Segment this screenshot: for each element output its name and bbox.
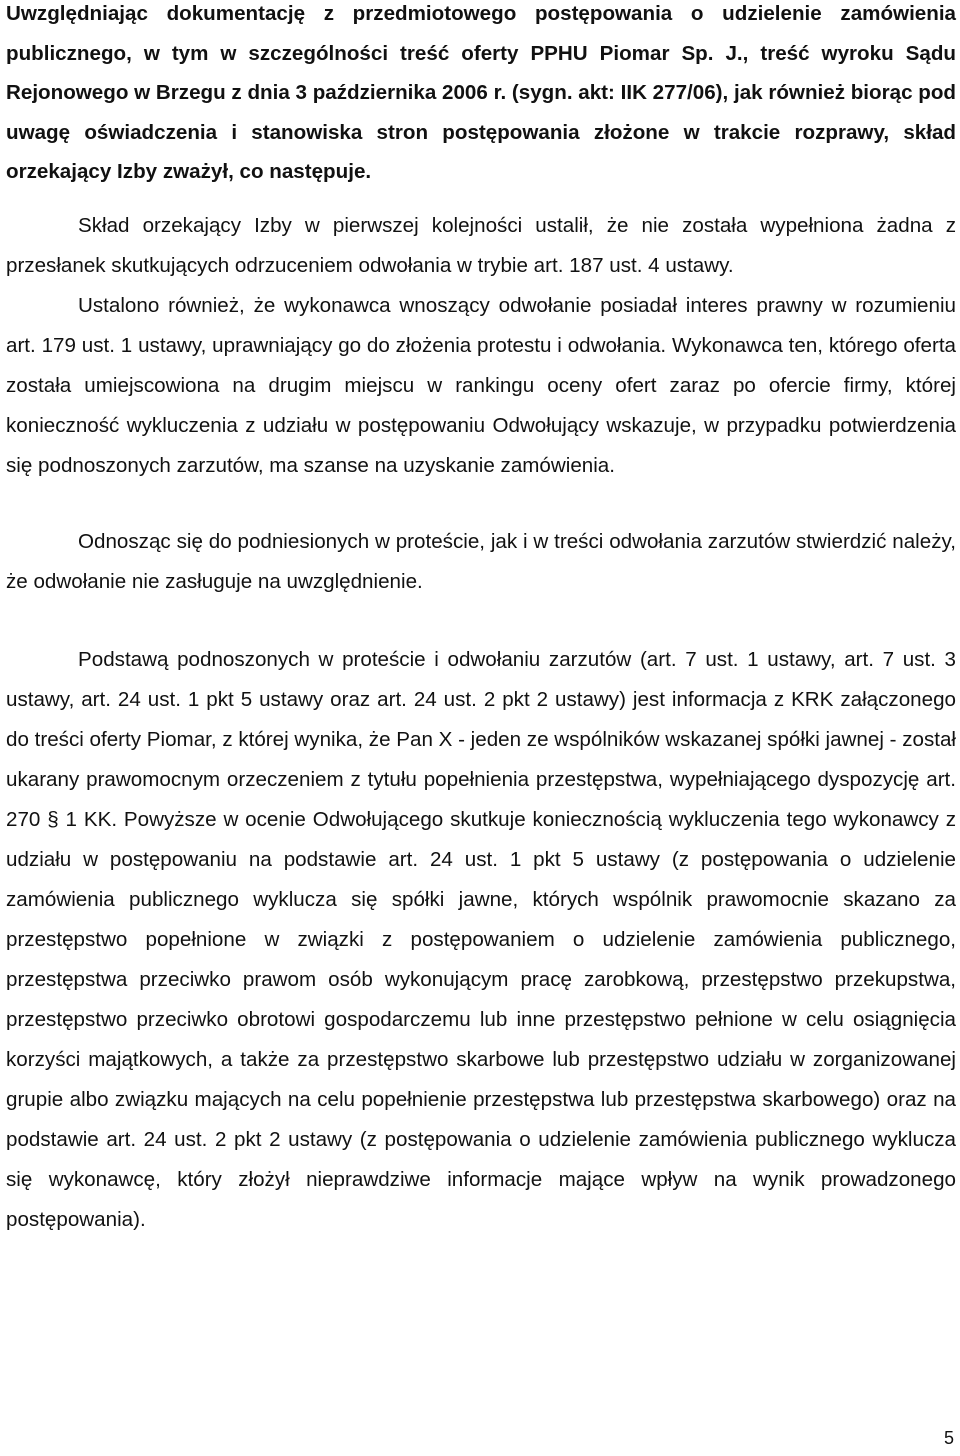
page-number: 5	[943, 1428, 954, 1448]
paragraph-admissibility: Skład orzekający Izby w pierwszej kolejności ustalił, że nie została wypełniona żadna z przesłanek skutkujących odrzuceniem odwołania w trybie art. 187 ust. 4 ustawy.	[6, 213, 956, 277]
paragraph-legal-interest: Ustalono również, że wykonawca wnoszący odwołanie posiadał interes prawny w rozumieniu art. 179 ust. 1 ustawy, uprawniający go do złożenia protestu i odwołania. Wykonawca ten, którego oferta została umiejscowiona na drugim miejscu w rankingu oceny ofert zaraz po ofercie firmy, której konieczność wykluczenia z udziału w postępowaniu Odwołujący wskazuje, w przypadku potwierdzenia się podnoszonych zarzutów, ma szanse na uzyskanie zamówienia.	[6, 293, 956, 477]
paragraph-conclusion: Odnosząc się do podniesionych w proteście, jak i w treści odwołania zarzutów stwierdzić należy, że odwołanie nie zasługuje na uwzględnienie.	[6, 529, 956, 593]
intro-paragraph: Uwzględniając dokumentację z przedmiotowego postępowania o udzielenie zamówienia publicznego, w tym w szczególności treść oferty PPHU Piomar Sp. J., treść wyroku Sądu Rejonowego w Brzegu z dnia 3 października 2006 r. (sygn. akt: IIK 277/06), jak również biorąc pod uwagę oświadczenia i stanowiska stron postępowania złożone w trakcie rozprawy, skład orzekający Izby zważył, co następuje.	[6, 2, 956, 183]
paragraph-grounds: Podstawą podnoszonych w proteście i odwołaniu zarzutów (art. 7 ust. 1 ustawy, art. 7 ust. 3 ustawy, art. 24 ust. 1 pkt 5 ustawy oraz art. 24 ust. 2 pkt 2 ustawy) jest informacja z KRK załączonego do treści oferty Piomar, z której wynika, że Pan X - jeden ze wspólników wskazanej spółki jawnej - został ukarany prawomocnym orzeczeniem z tytułu popełnienia przestępstwa, wypełniającego dyspozycję art. 270 § 1 KK. Powyższe w ocenie Odwołującego skutkuje koniecznością wykluczenia tego wykonawcy z udziału w postępowaniu na podstawie art. 24 ust. 1 pkt 5 ustawy (z postępowania o udzielenie zamówienia publicznego wyklucza się spółki jawne, których wspólnik prawomocnie skazano za przestępstwo popełnione w związki z postępowaniem o udzielenie zamówienia publicznego, przestępstwa przeciwko prawom osób wykonującym pracę zarobkową, przestępstwo przekupstwa, przestępstwo przeciwko obrotowi gospodarczemu lub inne przestępstwo pełnione w celu osiągnięcia korzyści majątkowych, a także za przestępstwo skarbowe lub przestępstwo udziału w zorganizowanej grupie albo związku mających na celu popełnienie przestępstwa lub przestępstwa skarbowego) oraz na podstawie art. 24 ust. 2 pkt 2 ustawy (z postępowania o udzielenie zamówienia publicznego wyklucza się wykonawcę, który złożył nieprawdziwe informacje mające wpływ na wynik prowadzonego postępowania).	[6, 647, 957, 1231]
document-page	[6, 0, 956, 1240]
